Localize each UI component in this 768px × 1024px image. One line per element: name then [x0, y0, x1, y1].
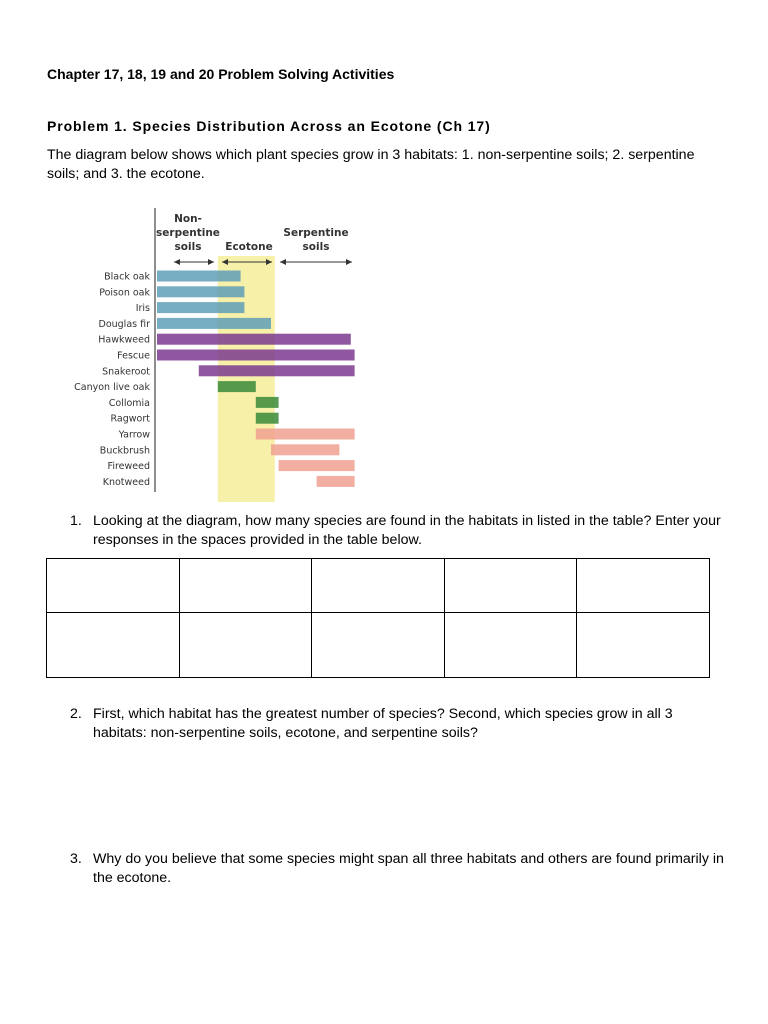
- question-number: 2.: [70, 706, 82, 722]
- header-non-serpentine: serpentine: [156, 227, 220, 239]
- species-bar: [279, 460, 355, 471]
- arrow-head-left: [174, 259, 180, 265]
- species-label: Snakeroot: [102, 366, 150, 378]
- species-bar: [256, 397, 279, 408]
- question-1: [70, 512, 730, 550]
- problem-intro: The diagram below shows which plant species grow in 3 habitats: 1. non-serpentine soils; 2. serpentine soils; and 3. the ecotone.: [47, 147, 695, 182]
- question-number: 3.: [70, 851, 82, 867]
- species-bar: [157, 334, 351, 345]
- problem-title: Problem 1. Species Distribution Across an Ecotone (Ch 17): [47, 118, 491, 134]
- header-serpentine: soils: [302, 241, 330, 253]
- species-bar: [157, 318, 271, 329]
- answer-table: [46, 558, 710, 678]
- species-label: Collomia: [108, 397, 150, 409]
- species-bar: [256, 429, 355, 440]
- question-text: First, which habitat has the greatest number of species? Second, which species grow in all 3 habitats: non-serpentine soils, ecotone, and serpentine soils?: [93, 706, 673, 741]
- species-bar: [157, 302, 244, 313]
- answer-cell[interactable]: [444, 613, 577, 678]
- species-label: Iris: [135, 303, 150, 315]
- arrow-head-right: [208, 259, 214, 265]
- species-label: Black oak: [104, 271, 150, 283]
- header-ecotone: Ecotone: [225, 241, 273, 253]
- species-bar: [317, 476, 355, 487]
- arrow-head-right: [346, 259, 352, 265]
- arrow-head-left: [222, 259, 228, 265]
- answer-cell[interactable]: [47, 559, 180, 613]
- species-label: Fireweed: [107, 461, 150, 473]
- species-bar: [157, 286, 244, 297]
- species-bar: [157, 271, 241, 282]
- species-bar: [218, 381, 256, 392]
- question-2: [70, 705, 730, 743]
- species-label: Buckbrush: [99, 445, 150, 457]
- answer-cell[interactable]: [577, 559, 710, 613]
- question-text: Looking at the diagram, how many species are found in the habitats in listed in the table? Enter your responses in the spaces provided in the table below.: [93, 513, 721, 548]
- species-label: Fescue: [117, 350, 150, 362]
- species-label: Knotweed: [102, 476, 150, 488]
- arrow-head-left: [280, 259, 286, 265]
- header-non-serpentine: soils: [174, 241, 202, 253]
- answer-cell[interactable]: [577, 613, 710, 678]
- header-non-serpentine: Non-: [174, 213, 202, 225]
- species-label: Douglas fir: [98, 318, 150, 330]
- species-label: Yarrow: [118, 429, 150, 441]
- question-3: [70, 850, 730, 888]
- answer-cell[interactable]: [179, 559, 312, 613]
- species-label: Ragwort: [110, 413, 150, 425]
- species-bar: [256, 413, 279, 424]
- species-label: Hawkweed: [98, 334, 150, 346]
- document-title: Chapter 17, 18, 19 and 20 Problem Solving Activities: [47, 66, 395, 82]
- species-label: Poison oak: [99, 287, 150, 299]
- question-text: Why do you believe that some species might span all three habitats and others are found primarily in the ecotone.: [93, 851, 724, 886]
- answer-cell[interactable]: [312, 559, 445, 613]
- species-bar: [199, 365, 355, 376]
- answer-cell[interactable]: [444, 559, 577, 613]
- answer-cell[interactable]: [47, 613, 180, 678]
- question-number: 1.: [70, 513, 82, 529]
- ecotone-band: [218, 256, 275, 502]
- arrow-head-right: [266, 259, 272, 265]
- species-bar: [271, 444, 339, 455]
- answer-cell[interactable]: [179, 613, 312, 678]
- habitat-arrows: [174, 259, 352, 265]
- species-label: Canyon live oak: [74, 382, 150, 394]
- answer-cell[interactable]: [312, 613, 445, 678]
- header-serpentine: Serpentine: [283, 227, 349, 239]
- species-bar: [157, 350, 355, 361]
